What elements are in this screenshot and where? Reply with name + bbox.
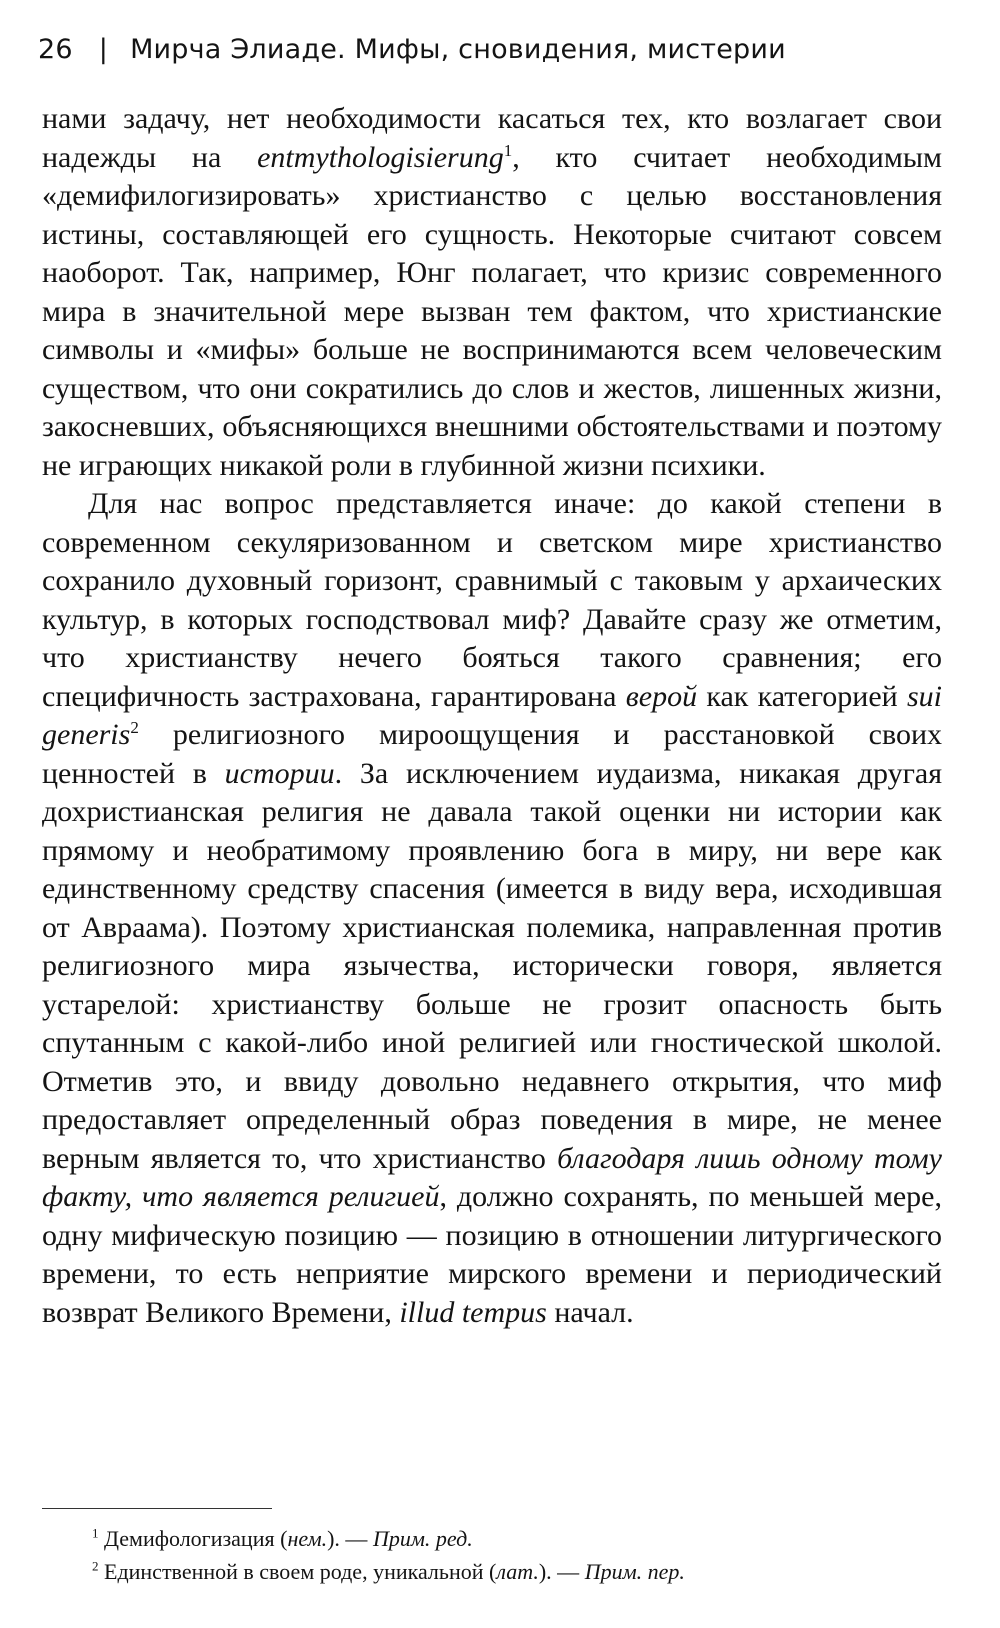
paragraph-2-text-4: . За исключением иудаизма, никакая другая дохристианская религия не давала такой оценки ни истории как прямому и необратимому проявлению бога в миру, ни вере как единственному средству спасения (имеется в виду вера, исходившая от Авраама). Поэтому христианская полемика, направленная против религиозного мира язычества, исторически говоря, является устарелой: христианству больше не грозит опасность быть спутанным с какой-либо иной религией или гностической школой. Отметив это, и ввиду довольно недавнего открытия, что миф предоставляет определенный образ поведения в мире, не менее верным является то, что христианство	[42, 756, 943, 1175]
header-separator: |	[98, 34, 109, 65]
paragraph-2-text-5: , должно сохранять, по меньшей мере, одну мифическую позицию — позицию в отношении литургического времени, то есть неприятие мирского времени и периодический возврат Великого Времени,	[42, 1180, 942, 1329]
footnote-2-dash: ). —	[538, 1559, 585, 1584]
footnote-1-dash: ). —	[327, 1526, 373, 1551]
paragraph-2-text-2: как категорией	[697, 679, 907, 713]
paragraph-2-text-6: начал.	[546, 1295, 634, 1329]
footnotes	[42, 1522, 942, 1588]
paragraph-2-text: Для нас вопрос представляется иначе: до какой степени в современном секуляризованном и светском мире христианство сохранило духовный горизонт, сравнимый с таковым у архаических культур, в которых господствовал миф? Давайте сразу же отметим, что христианству нечего бояться такого сравнения; его специфичность застрахована, гарантирована	[42, 487, 942, 713]
footnote-1	[42, 1522, 942, 1555]
footnote-2-number: 2	[92, 1558, 99, 1574]
emphasis-religion: благодаря лишь одному тому факту, что является религией	[42, 1141, 942, 1213]
footnote-1-note: Прим. ред.	[372, 1526, 473, 1551]
paragraph-2-text-3: религиозного мироощущения и расстановкой своих ценностей в	[42, 718, 942, 790]
paragraph-2	[42, 485, 942, 1332]
footnote-1-number: 1	[92, 1525, 99, 1541]
paragraph-1-text: нами задачу, нет необходимости касаться тех, кто возлагает свои надежды на	[42, 102, 942, 174]
page-number: 26	[38, 34, 73, 65]
paragraph-1-text-cont: , кто считает необходимым «демифилогизировать» христианство с целью восстановления истины, составляющей его сущность. Некоторые считают совсем наоборот. Так, например, Юнг полагает, что кризис современного мира в значительной мере вызван тем фактом, что христианские символы и «мифы» больше не воспринимаются всем человеческим существом, что они сократились до слов и жестов, лишенных жизни, закосневших, объясняющихся внешними обстоятельствами и поэтому не играющих никакой роли в глубинной жизни психики.	[42, 140, 942, 482]
footnote-divider	[42, 1508, 272, 1509]
emphasis-history: истории	[224, 756, 335, 790]
term-entmythologisierung: entmythologisierung	[257, 140, 504, 174]
running-header	[38, 34, 786, 65]
emphasis-faith: верой	[625, 679, 698, 713]
footnote-ref-2: 2	[130, 718, 139, 737]
footnote-2-note: Прим. пер.	[584, 1559, 685, 1584]
emphasis-sui-generis: sui generis	[42, 679, 942, 751]
body-text	[42, 100, 942, 1332]
footnote-1-lang: нем.	[287, 1526, 328, 1551]
running-title: Мирча Элиаде. Мифы, сновидения, мистерии	[130, 34, 786, 65]
footnote-2-text: Единственной в своем роде, уникальной (	[104, 1559, 497, 1584]
footnote-2-lang: лат.	[496, 1559, 539, 1584]
footnote-2	[42, 1555, 942, 1588]
footnote-ref-1: 1	[503, 140, 513, 160]
footnote-1-text: Демифологизация (	[104, 1526, 288, 1551]
paragraph-1	[42, 100, 942, 485]
emphasis-illud-tempus: illud tempus	[399, 1295, 547, 1329]
